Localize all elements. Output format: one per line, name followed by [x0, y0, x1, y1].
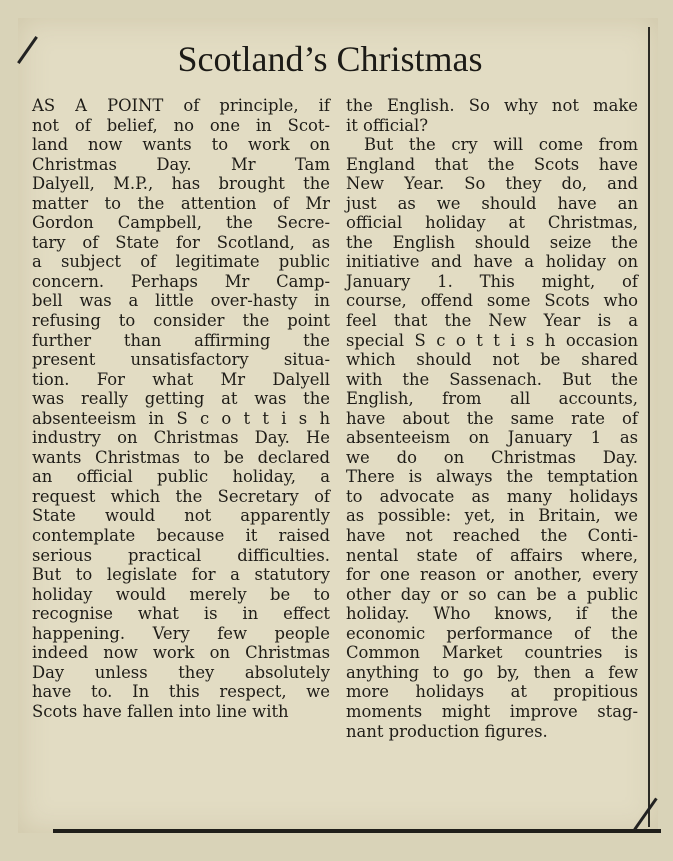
text-line: course, offend some Scots who — [346, 291, 638, 311]
text-line: as possible: yet, in Britain, we — [346, 506, 638, 526]
text-line: nant production figures. — [346, 721, 548, 741]
text-line: contemplate because it raised — [32, 526, 330, 546]
text-line: request which the Secretary of — [32, 486, 330, 506]
text-line: concern. Perhaps Mr Camp- — [32, 271, 330, 291]
text-line: But to legislate for a statutory — [32, 565, 330, 585]
text-line: for one reason or another, every — [346, 565, 638, 585]
text-line: land now wants to work on — [32, 135, 330, 155]
text-line: New Year. So they do, and — [346, 174, 638, 194]
text-line: There is always the temptation — [346, 467, 638, 487]
text-line: industry on Christmas Day. He — [32, 428, 330, 448]
text-line: was really getting at was the — [32, 389, 330, 409]
text-line: the English should seize the — [346, 232, 638, 252]
bottom-rule — [53, 829, 661, 833]
text-line: Scots have fallen into line with — [32, 701, 289, 721]
text-line: holiday. Who knows, if the — [346, 604, 638, 624]
text-line: more holidays at propitious — [346, 682, 638, 702]
text-line: special S c o t t i s h occasion — [346, 330, 638, 350]
text-line: official holiday at Christmas, — [346, 213, 638, 233]
text-line: State would not apparently — [32, 506, 330, 526]
text-line: have not reached the Conti- — [346, 526, 638, 546]
text-line: serious practical difficulties. — [32, 545, 330, 565]
text-line: a subject of legitimate public — [32, 252, 330, 272]
text-line: Day unless they absolutely — [32, 662, 330, 682]
text-line: holiday would merely be to — [32, 584, 330, 604]
text-line: further than affirming the — [32, 330, 330, 350]
text-line: recognise what is in effect — [32, 604, 330, 624]
text-line: matter to the attention of Mr — [32, 193, 330, 213]
text-line: January 1. This might, of — [346, 271, 638, 291]
text-line: Christmas Day. Mr Tam — [32, 154, 330, 174]
text-line: Common Market countries is — [346, 643, 638, 663]
text-line: have to. In this respect, we — [32, 682, 330, 702]
text-line: happening. Very few people — [32, 623, 330, 643]
text-line: absenteeism in S c o t t i s h — [32, 408, 330, 428]
text-line: the English. So why not make — [346, 96, 638, 115]
text-line: tion. For what Mr Dalyell — [32, 369, 330, 389]
text-line: anything to go by, then a few — [346, 662, 638, 682]
text-line: Gordon Campbell, the Secre- — [32, 213, 330, 233]
text-line: wants Christmas to be declared — [32, 447, 330, 467]
text-line: tary of State for Scotland, as — [32, 232, 330, 252]
text-line: bell was a little over-hasty in — [32, 291, 330, 311]
text-line: Dalyell, M.P., has brought the — [32, 174, 330, 194]
column-rule — [648, 27, 650, 827]
text-line: AS A POINT of principle, if — [32, 96, 330, 115]
text-line: initiative and have a holiday on — [346, 252, 638, 272]
text-line: present unsatisfactory situa- — [32, 350, 330, 370]
left-column — [32, 96, 330, 722]
text-line: economic performance of the — [346, 623, 638, 643]
text-line: refusing to consider the point — [32, 311, 330, 331]
text-line: But the cry will come from — [364, 135, 638, 155]
text-line: it official? — [346, 115, 429, 135]
text-line: which should not be shared — [346, 350, 638, 370]
text-line: moments might improve stag- — [346, 701, 638, 721]
text-line: other day or so can be a public — [346, 584, 638, 604]
text-line: indeed now work on Christmas — [32, 643, 330, 663]
headline: Scotland’s Christmas — [177, 39, 483, 79]
text-line: have about the same rate of — [346, 408, 638, 428]
text-line: absenteeism on January 1 as — [346, 428, 638, 448]
text-line: not of belief, no one in Scot- — [32, 115, 330, 135]
text-line: we do on Christmas Day. — [346, 447, 638, 467]
text-line: an official public holiday, a — [32, 467, 330, 487]
text-line: just as we should have an — [346, 193, 638, 213]
text-line: nental state of affairs where, — [346, 545, 638, 565]
right-column — [346, 96, 638, 741]
text-line: England that the Scots have — [346, 154, 638, 174]
text-line: to advocate as many holidays — [346, 486, 638, 506]
text-line: with the Sassenach. But the — [346, 369, 638, 389]
text-line: feel that the New Year is a — [346, 311, 638, 331]
text-line: English, from all accounts, — [346, 389, 638, 409]
